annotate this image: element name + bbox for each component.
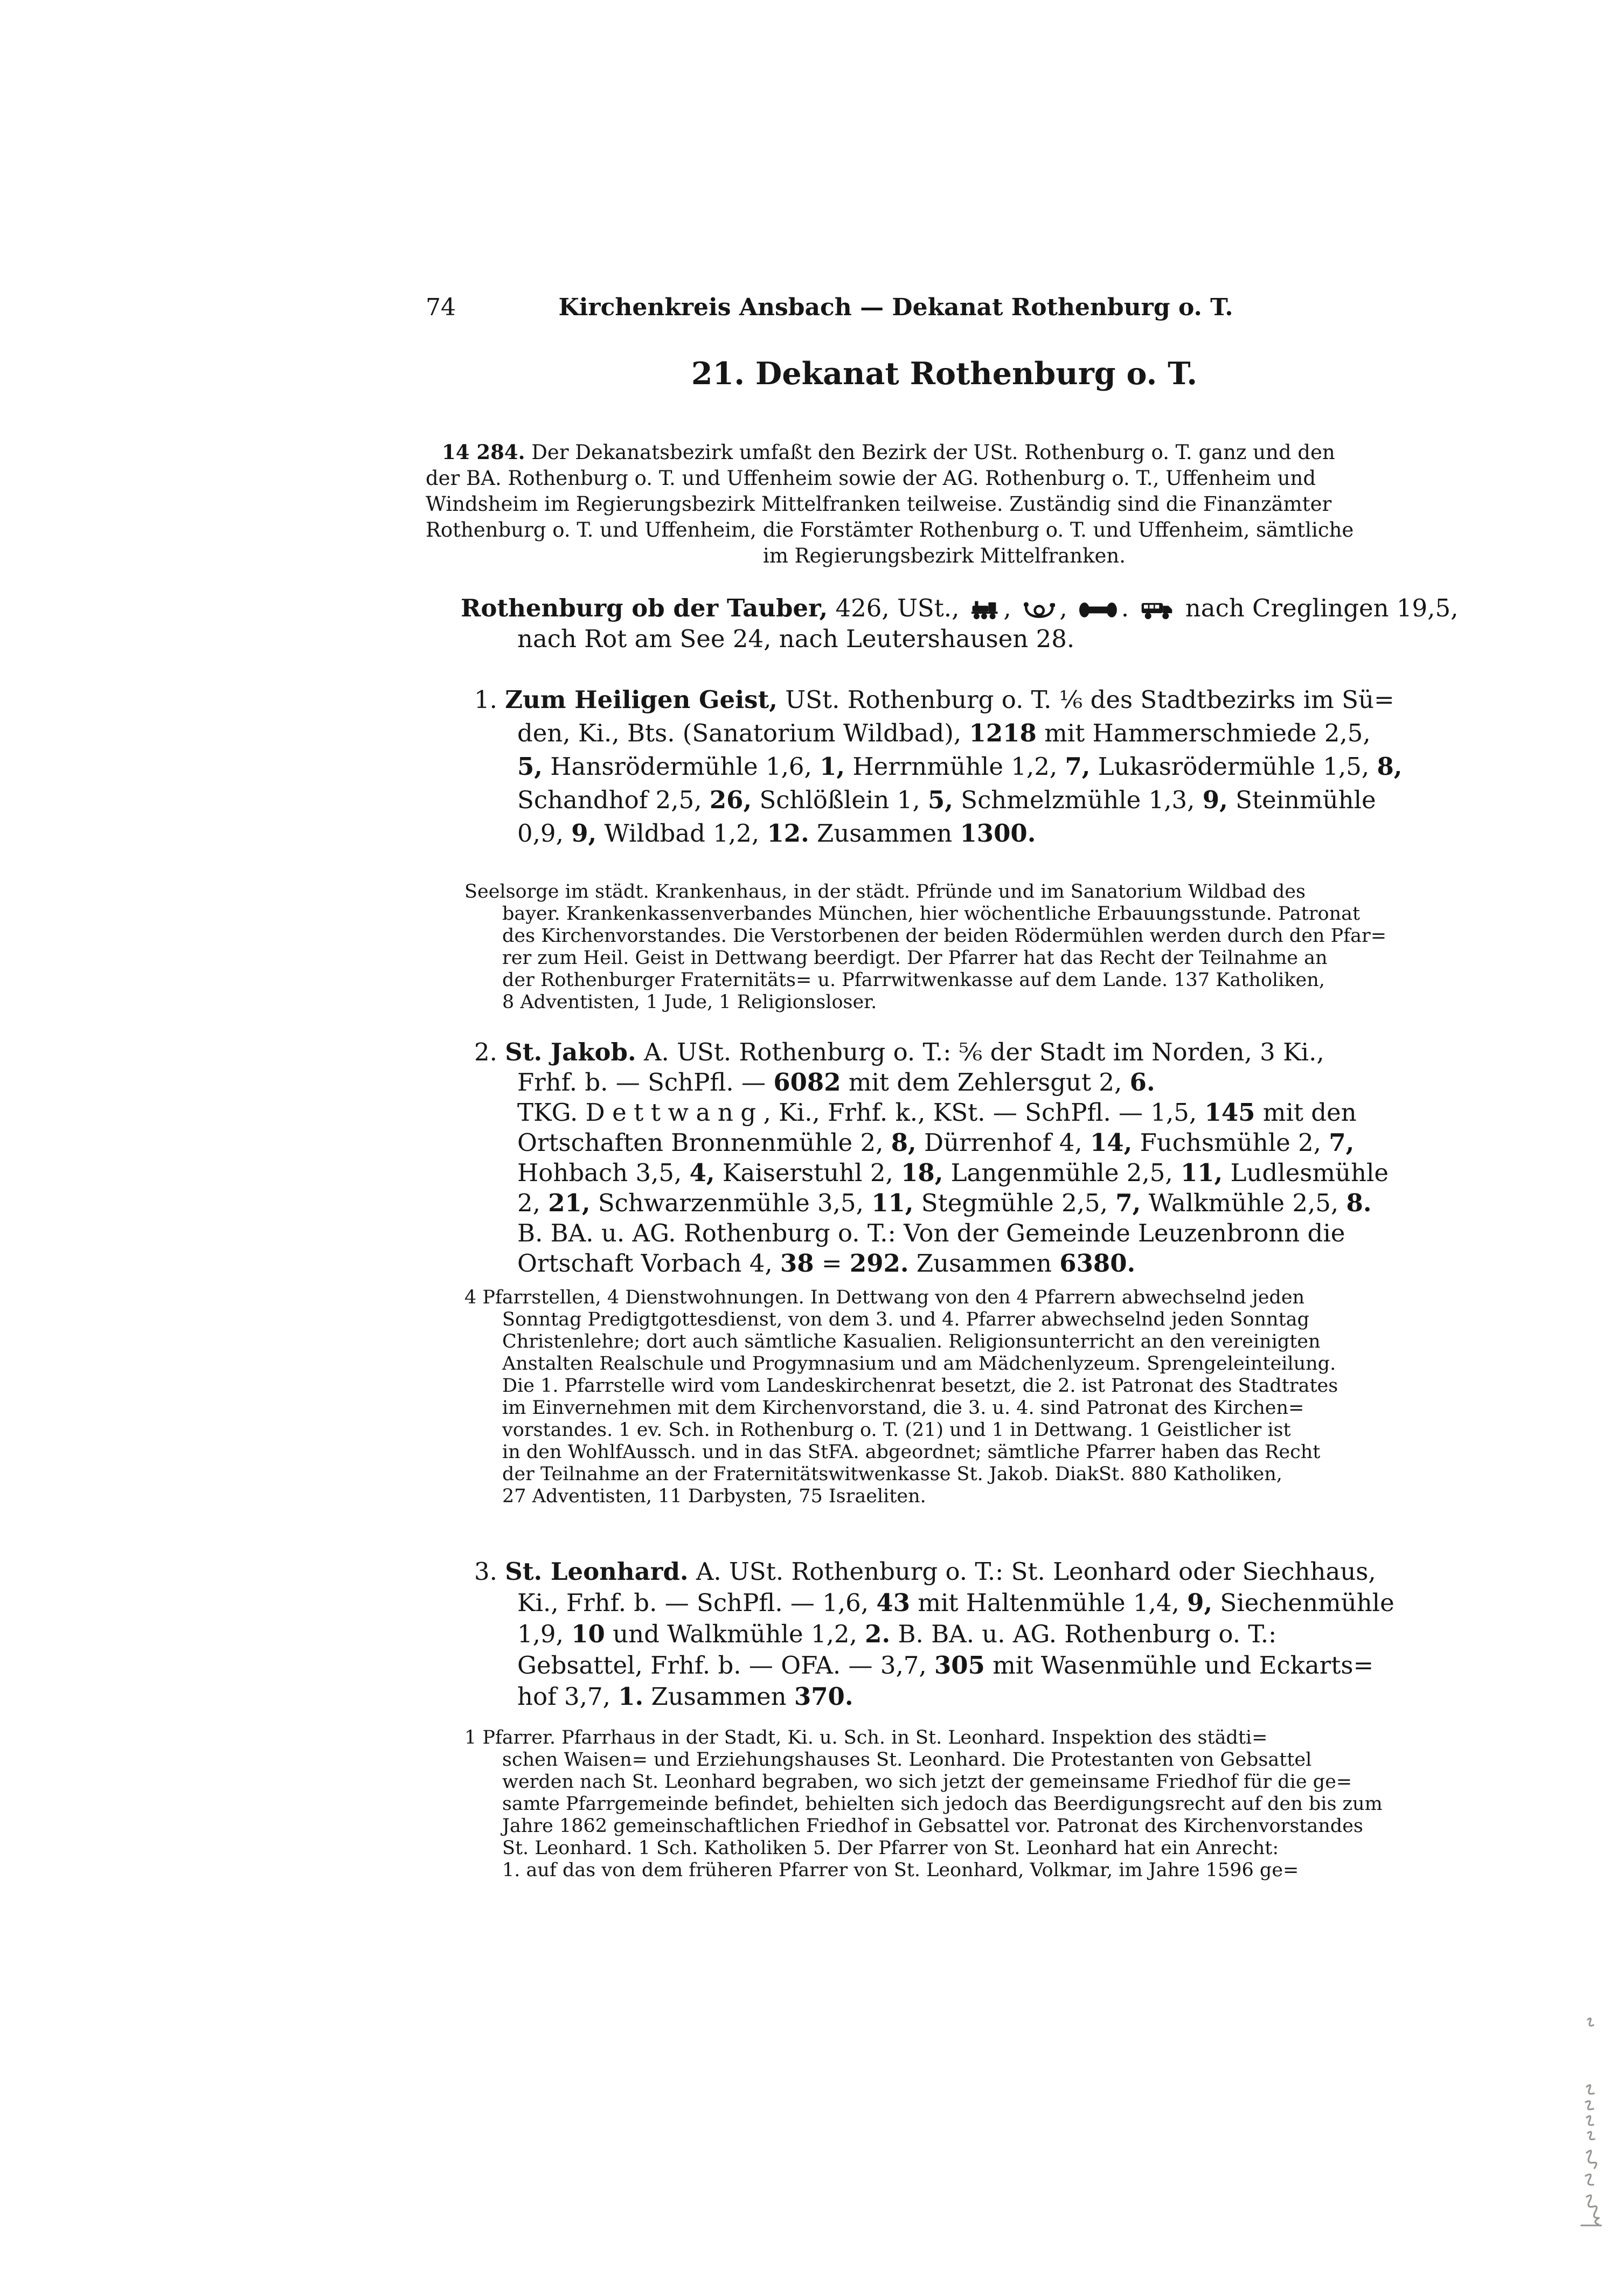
text-line xyxy=(474,717,1463,750)
text-segment: 1. xyxy=(474,685,505,714)
text-segment: 11, xyxy=(1180,1158,1223,1187)
posthorn-icon xyxy=(1023,600,1055,620)
text-segment: B. BA. u. AG. Rothenburg o. T.: xyxy=(890,1620,1277,1648)
text-line xyxy=(426,491,1463,517)
text-segment: schen Waisen= und Erziehungshauses St. Leonhard. Die Protestanten von Gebsattel xyxy=(502,1749,1312,1771)
text-segment: Seelsorge im städt. Krankenhaus, in der städt. Pfründe und im Sanatorium Wildbad des xyxy=(464,881,1306,903)
text-segment: 5, xyxy=(927,786,953,814)
text-segment: vorstandes. 1 ev. Sch. in Rothenburg o. T. (21) und 1 in Dettwang. 1 Geistlicher ist xyxy=(502,1419,1291,1441)
text-segment: . xyxy=(1121,594,1137,622)
page-title: 21. Dekanat Rothenburg o. T. xyxy=(691,356,1198,392)
text-segment: 9, xyxy=(1187,1588,1213,1617)
text-line xyxy=(426,543,1463,569)
text-line xyxy=(474,1098,1463,1128)
text-line xyxy=(474,1619,1463,1650)
text-line xyxy=(464,1397,1461,1419)
text-segment: im Regierungsbezirk Mittelfranken. xyxy=(762,544,1126,567)
text-segment: Schwarzenmühle 3,5, xyxy=(590,1189,872,1217)
text-line xyxy=(474,1248,1463,1279)
bus-icon xyxy=(1141,600,1173,620)
text-line xyxy=(474,1037,1463,1067)
text-segment: Zusammen xyxy=(809,819,960,848)
text-line xyxy=(426,439,1463,466)
parish-note-heiliger-geist xyxy=(464,881,1461,1014)
text-segment: 145 xyxy=(1204,1098,1255,1127)
text-line xyxy=(464,1353,1461,1375)
text-segment: Herrnmühle 1,2, xyxy=(845,752,1065,781)
text-segment: , xyxy=(1003,594,1019,622)
text-segment: 426, USt., xyxy=(828,594,967,622)
text-segment: 0,9, xyxy=(517,819,572,848)
text-segment: nach Rot am See 24, nach Leutershausen 28. xyxy=(517,624,1075,653)
page-number: 74 xyxy=(426,294,456,321)
text-segment: 305 xyxy=(934,1651,985,1680)
running-header-row xyxy=(426,294,1463,321)
text-line xyxy=(474,783,1463,817)
parish-entry-st-leonhard xyxy=(474,1556,1463,1712)
text-line xyxy=(464,1419,1461,1441)
text-segment: 10 xyxy=(571,1620,605,1648)
text-segment: Schmelzmühle 1,3, xyxy=(953,786,1203,814)
text-line xyxy=(464,1375,1461,1397)
text-segment: 8. xyxy=(1346,1189,1372,1217)
text-segment: USt. Rothenburg o. T. ⅙ des Stadtbezirks im Sü= xyxy=(777,685,1394,714)
text-segment: mit Hammerschmiede 2,5, xyxy=(1036,719,1371,747)
text-segment: 9, xyxy=(571,819,597,848)
text-line xyxy=(464,1309,1461,1331)
text-segment: bayer. Krankenkassenverbandes München, hier wöchentliche Erbauungsstunde. Patronat xyxy=(502,903,1361,925)
parish-entry-heiliger-geist xyxy=(474,683,1463,850)
text-segment: der Teilnahme an der Fraternitätswitwenkasse St. Jakob. DiakSt. 880 Katholiken, xyxy=(502,1463,1282,1485)
text-segment: Ki., Frhf. b. — SchPfl. — 1,6, xyxy=(517,1588,877,1617)
text-line xyxy=(464,1727,1461,1749)
text-line xyxy=(474,750,1463,783)
text-line xyxy=(464,1859,1461,1882)
text-segment: Lukasrödermühle 1,5, xyxy=(1090,752,1377,781)
text-segment: Ludlesmühle xyxy=(1223,1158,1389,1187)
text-segment: 7, xyxy=(1329,1128,1355,1157)
text-segment: 1 Pfarrer. Pfarrhaus in der Stadt, Ki. u. Sch. in St. Leonhard. Inspektion des städti= xyxy=(464,1727,1268,1748)
text-segment: 14, xyxy=(1089,1128,1133,1157)
text-line xyxy=(464,1749,1461,1771)
text-segment: Schandhof 2,5, xyxy=(517,786,710,814)
text-line xyxy=(474,1681,1463,1712)
text-segment: 14 284. xyxy=(442,440,525,464)
text-segment: Anstalten Realschule und Progymnasium und am Mädchenlyzeum. Sprengeleinteilung. xyxy=(502,1353,1336,1375)
text-segment: 1. xyxy=(618,1682,644,1711)
text-segment: 2. xyxy=(474,1038,505,1066)
text-line xyxy=(464,903,1461,925)
text-line xyxy=(464,881,1461,903)
text-segment: rer zum Heil. Geist in Dettwang beerdigt. Der Pfarrer hat das Recht der Teilnahme an xyxy=(502,947,1328,969)
text-line xyxy=(474,1587,1463,1619)
text-segment: 8, xyxy=(1377,752,1403,781)
parish-note-st-jakob xyxy=(464,1287,1461,1508)
text-segment: Dettwang xyxy=(585,1098,764,1127)
text-segment: in den WohlfAussch. und in das StFA. abgeordnet; sämtliche Pfarrer haben das Recht xyxy=(502,1441,1321,1463)
text-segment: Langenmühle 2,5, xyxy=(943,1158,1181,1187)
town-entry-rothenburg xyxy=(461,593,1463,654)
text-segment: Siechenmühle xyxy=(1212,1588,1394,1617)
text-line xyxy=(474,683,1463,717)
text-segment: 6380. xyxy=(1059,1249,1136,1278)
text-line xyxy=(464,969,1461,991)
text-segment: Windsheim im Regierungsbezirk Mittelfranken teilweise. Zuständig sind die Finanzämter xyxy=(426,492,1332,516)
text-line xyxy=(464,991,1461,1014)
text-segment: B. BA. u. AG. Rothenburg o. T.: Von der Gemeinde Leuzenbronn die xyxy=(517,1219,1345,1247)
text-segment: mit Haltenmühle 1,4, xyxy=(910,1588,1188,1617)
text-segment: A. USt. Rothenburg o. T.: ⅚ der Stadt im Norden, 3 Ki., xyxy=(636,1038,1324,1066)
running-header: Kirchenkreis Ansbach — Dekanat Rothenburg o. T. xyxy=(558,294,1233,321)
telephone-icon xyxy=(1079,600,1117,620)
text-segment: 5, xyxy=(517,752,543,781)
text-segment: 1, xyxy=(820,752,845,781)
text-segment: Frhf. b. — SchPfl. — xyxy=(517,1068,774,1097)
text-line xyxy=(474,1128,1463,1158)
text-segment: Sonntag Predigtgottesdienst, von dem 3. und 4. Pfarrer abwechselnd jeden Sonntag xyxy=(502,1309,1309,1330)
text-segment: Hohbach 3,5, xyxy=(517,1158,690,1187)
text-segment: , xyxy=(1059,594,1075,622)
text-segment: 38 xyxy=(780,1249,814,1278)
text-segment: = xyxy=(814,1249,850,1278)
text-segment: 1,9, xyxy=(517,1620,572,1648)
text-segment: 3. xyxy=(474,1557,505,1586)
text-segment: 26, xyxy=(709,786,752,814)
text-line xyxy=(464,1287,1461,1309)
text-segment: 1300. xyxy=(960,819,1036,848)
text-segment: Christenlehre; dort auch sämtliche Kasualien. Religionsunterricht an den vereinigten xyxy=(502,1331,1321,1352)
text-segment: Ortschaft Vorbach 4, xyxy=(517,1249,780,1278)
dekanat-intro-paragraph xyxy=(426,439,1463,569)
text-segment: Zum Heiligen Geist, xyxy=(505,685,778,714)
text-segment: 2, xyxy=(517,1189,549,1217)
text-segment: des Kirchenvorstandes. Die Verstorbenen der beiden Rödermühlen werden durch den Pfar= xyxy=(502,925,1387,947)
text-segment: und Walkmühle 1,2, xyxy=(605,1620,865,1648)
text-segment: Walkmühle 2,5, xyxy=(1141,1189,1347,1217)
text-segment: Stegmühle 2,5, xyxy=(913,1189,1116,1217)
text-line xyxy=(464,1463,1461,1486)
text-segment: TKG. xyxy=(517,1098,586,1127)
text-line xyxy=(464,1441,1461,1463)
text-line xyxy=(474,1650,1463,1681)
text-segment: 1218 xyxy=(969,719,1037,747)
text-segment: 1. auf das von dem früheren Pfarrer von St. Leonhard, Volkmar, im Jahre 1596 ge= xyxy=(502,1859,1299,1881)
text-line xyxy=(474,1067,1463,1098)
text-segment: Rothenburg o. T. und Uffenheim, die Forstämter Rothenburg o. T. und Uffenheim, sämtliche xyxy=(426,518,1354,542)
text-segment: 370. xyxy=(794,1682,853,1711)
text-segment: 8 Adventisten, 1 Jude, 1 Religionsloser. xyxy=(502,991,877,1013)
text-segment: werden nach St. Leonhard begraben, wo sich jetzt der gemeinsame Friedhof für die ge= xyxy=(502,1771,1352,1793)
handwritten-margin-marks xyxy=(1569,2015,1612,2274)
railway-icon xyxy=(971,600,1000,620)
text-line xyxy=(464,1837,1461,1859)
text-segment: St. Leonhard. xyxy=(505,1557,689,1586)
text-segment: Hansrödermühle 1,6, xyxy=(542,752,820,781)
text-line xyxy=(464,1331,1461,1353)
text-line xyxy=(464,1815,1461,1837)
text-segment: Wildbad 1,2, xyxy=(596,819,767,848)
text-segment: 2. xyxy=(865,1620,891,1648)
text-segment: Zusammen xyxy=(908,1249,1060,1278)
text-segment: Fuchsmühle 2, xyxy=(1132,1128,1329,1157)
text-segment: Kaiserstuhl 2, xyxy=(714,1158,901,1187)
text-segment: mit dem Zehlersgut 2, xyxy=(841,1068,1130,1097)
text-segment: hof 3,7, xyxy=(517,1682,619,1711)
text-segment: A. USt. Rothenburg o. T.: St. Leonhard oder Siechhaus, xyxy=(688,1557,1376,1586)
text-segment: 11, xyxy=(871,1189,914,1217)
text-segment: Gebsattel, Frhf. b. — OFA. — 3,7, xyxy=(517,1651,934,1680)
text-line xyxy=(461,623,1463,654)
text-segment: 8, xyxy=(891,1128,917,1157)
text-line xyxy=(474,817,1463,850)
text-segment: Steinmühle xyxy=(1227,786,1376,814)
text-segment: 9, xyxy=(1202,786,1228,814)
text-line xyxy=(474,1556,1463,1587)
text-line xyxy=(464,1486,1461,1508)
text-segment: Zusammen xyxy=(643,1682,794,1711)
text-segment: St. Leonhard. 1 Sch. Katholiken 5. Der Pfarrer von St. Leonhard hat ein Anrecht: xyxy=(502,1837,1279,1859)
text-segment: St. Jakob. xyxy=(505,1038,636,1066)
text-segment: 27 Adventisten, 11 Darbysten, 75 Israeliten. xyxy=(502,1486,926,1507)
text-segment: 4 Pfarrstellen, 4 Dienstwohnungen. In Dettwang von den 4 Pfarrern abwechselnd jeden xyxy=(464,1287,1305,1308)
text-segment: 4, xyxy=(689,1158,715,1187)
text-segment: den, Ki., Bts. (Sanatorium Wildbad), xyxy=(517,719,969,747)
parish-note-st-leonhard xyxy=(464,1727,1461,1882)
text-segment: mit Wasenmühle und Eckarts= xyxy=(984,1651,1374,1680)
parish-entry-st-jakob xyxy=(474,1037,1463,1279)
text-segment: Der Dekanatsbezirk umfaßt den Bezirk der USt. Rothenburg o. T. ganz und den xyxy=(525,441,1335,464)
text-segment: 292. xyxy=(849,1249,909,1278)
text-segment: samte Pfarrgemeinde befindet, behielten sich jedoch das Beerdigungsrecht auf den bis zum xyxy=(502,1793,1383,1815)
text-line xyxy=(464,947,1461,969)
text-segment: der Rothenburger Fraternitäts= u. Pfarrwitwenkasse auf dem Lande. 137 Katholiken, xyxy=(502,969,1325,991)
text-line xyxy=(426,466,1463,491)
text-segment: , Ki., Frhf. k., KSt. — SchPfl. — 1,5, xyxy=(763,1098,1205,1127)
text-segment: im Einvernehmen mit dem Kirchenvorstand, die 3. u. 4. sind Patronat des Kirchen= xyxy=(502,1397,1304,1419)
text-line xyxy=(461,593,1463,623)
text-segment: 21, xyxy=(548,1189,591,1217)
text-segment: 6. xyxy=(1129,1068,1155,1097)
text-segment: der BA. Rothenburg o. T. und Uffenheim sowie der AG. Rothenburg o. T., Uffenheim und xyxy=(426,467,1316,490)
text-segment: mit den xyxy=(1255,1098,1357,1127)
text-line xyxy=(426,517,1463,543)
text-line xyxy=(474,1218,1463,1248)
text-segment: 7, xyxy=(1065,752,1091,781)
text-segment: Schlößlein 1, xyxy=(752,786,928,814)
text-segment: Dürrenhof 4, xyxy=(916,1128,1090,1157)
text-line xyxy=(464,1793,1461,1815)
text-line xyxy=(464,1771,1461,1793)
text-segment: 43 xyxy=(876,1588,911,1617)
text-segment: Ortschaften Bronnenmühle 2, xyxy=(517,1128,891,1157)
text-line xyxy=(474,1188,1463,1218)
text-line xyxy=(474,1158,1463,1188)
text-line xyxy=(464,925,1461,947)
text-segment: nach Creglingen 19,5, xyxy=(1177,594,1459,622)
text-segment: 7, xyxy=(1115,1189,1141,1217)
text-segment: 12. xyxy=(767,819,809,848)
text-segment: 18, xyxy=(901,1158,943,1187)
text-segment: Jahre 1862 gemeinschaftlichen Friedhof in Gebsattel vor. Patronat des Kirchenvorstandes xyxy=(502,1815,1363,1837)
text-segment: Rothenburg ob der Tauber, xyxy=(461,594,828,622)
text-segment: Die 1. Pfarrstelle wird vom Landeskirchenrat besetzt, die 2. ist Patronat des Stadtrates xyxy=(502,1375,1338,1397)
text-segment: 6082 xyxy=(773,1068,841,1097)
